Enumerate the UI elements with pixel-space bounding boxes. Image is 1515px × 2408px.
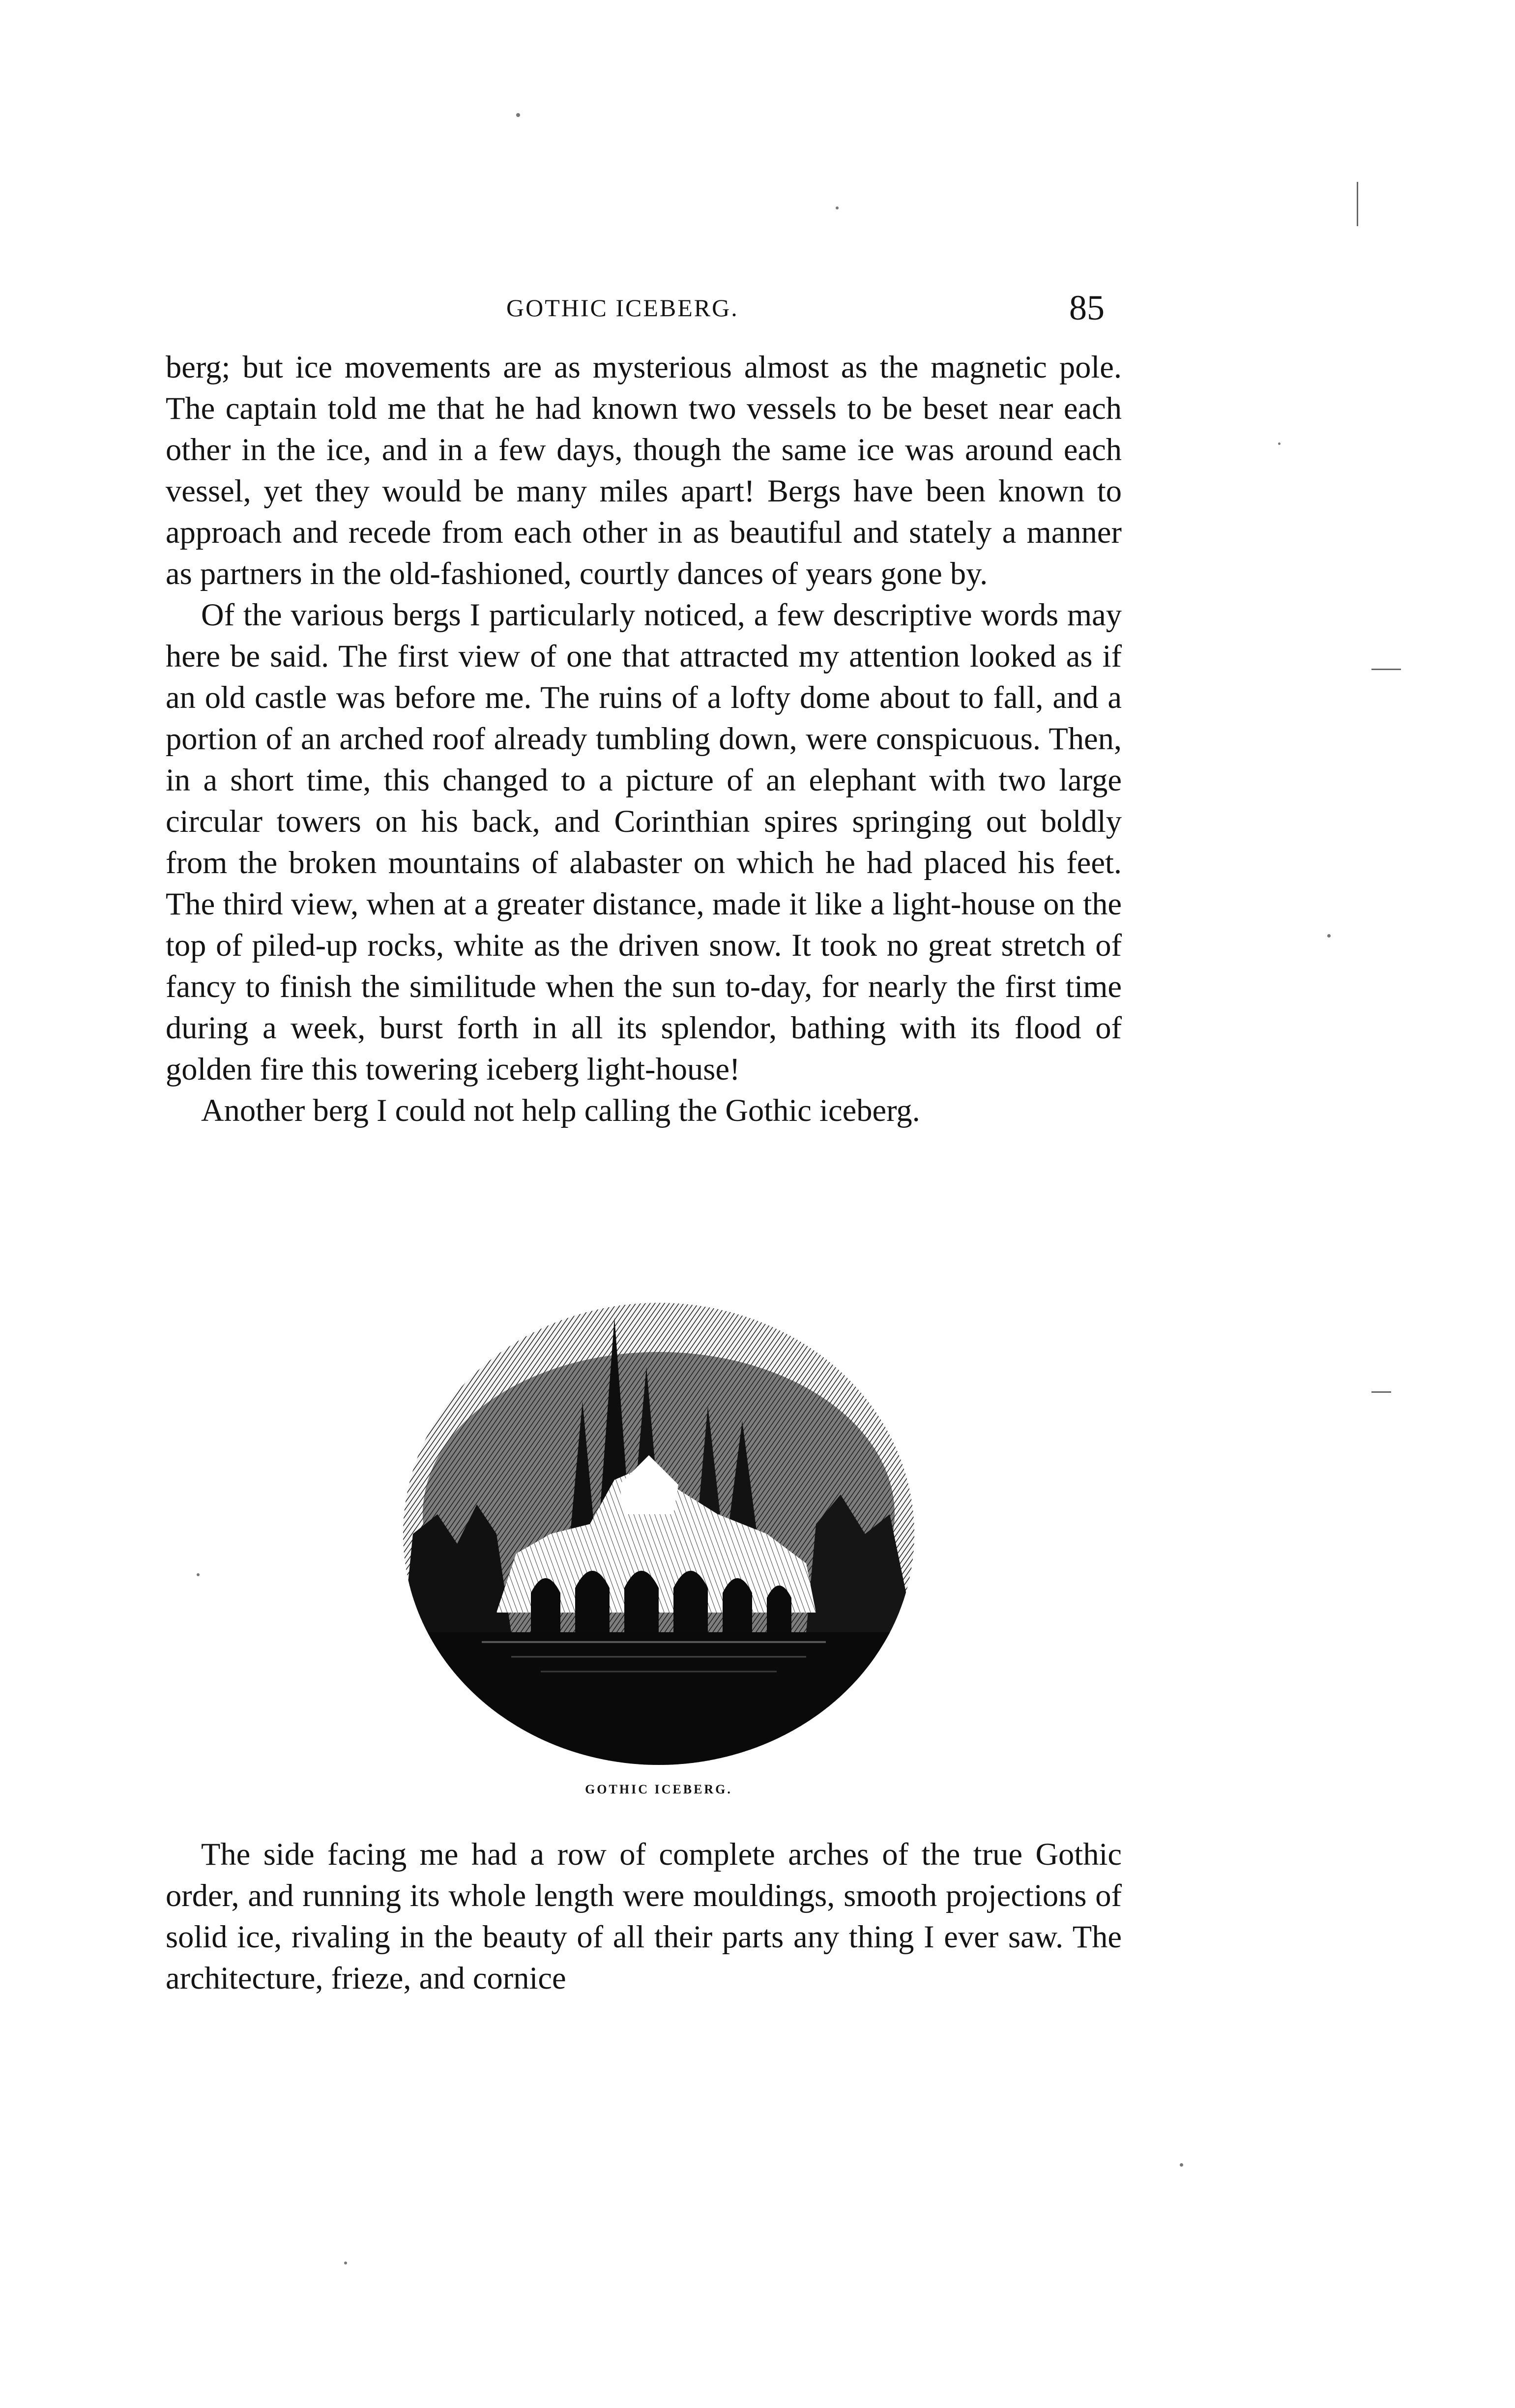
paragraph: Another berg I could not help calling the Gothic iceberg. [201,1093,920,1128]
page-number: 85 [1069,288,1105,327]
page-edge-mark [1371,1391,1391,1393]
scan-speck [1327,934,1331,938]
scan-speck [836,206,839,209]
illustration-caption: GOTHIC ICEBERG. [585,1782,732,1796]
scan-speck [1278,442,1281,445]
paragraph: The side facing me had a row of complete arches of the true Gothic order, and running its whole length were mouldings, smooth projections of solid ice, rivaling in the beauty of all their parts any thing I ever saw. The architecture, frieze, and cornice [166,1837,1122,1996]
body-text-bottom [166,1834,1122,1999]
gothic-iceberg-engraving [383,1259,934,1809]
running-head [162,288,1121,332]
scan-speck [1180,2163,1183,2167]
page-edge-mark [1357,182,1358,226]
page-edge-mark [1371,669,1401,670]
engraving-image [383,1259,934,1775]
scan-speck [197,1573,200,1576]
paragraph: berg; but ice movements are as mysterious almost as the magnetic pole. The captain told me that he had known two vessels to be beset near each other in the ice, and in a few days, though the same ice was around each vessel, yet they would be many miles apart! Bergs have been known to approach and recede from each other in as beautiful and stately a manner as partners in the old-fashioned, courtly dances of years gone by. [166,350,1122,591]
paragraph: Of the various bergs I particularly noticed, a few descriptive words may here be said. The first view of one that attracted my attention looked as if an old castle was before me. The ruins of a lofty dome about to fall, and a portion of an arched roof already tumbling down, were conspicuous. Then, in a short time, this changed to a picture of an elephant with two large circular towers on his back, and Corinthian spires springing out boldly from the broken mountains of alabaster on which he had placed his feet. The third view, when at a greater distance, made it like a light-house on the top of piled-up rocks, white as the driven snow. It took no great stretch of fancy to finish the similitude when the sun to-day, for nearly the first time during a week, burst forth in all its splendor, bathing with its flood of golden fire this towering iceberg light-house! [166,597,1122,1087]
scan-speck [344,2261,347,2264]
body-text-top [166,347,1122,1131]
running-head-title: GOTHIC ICEBERG. [506,294,739,322]
scan-speck [516,113,520,117]
